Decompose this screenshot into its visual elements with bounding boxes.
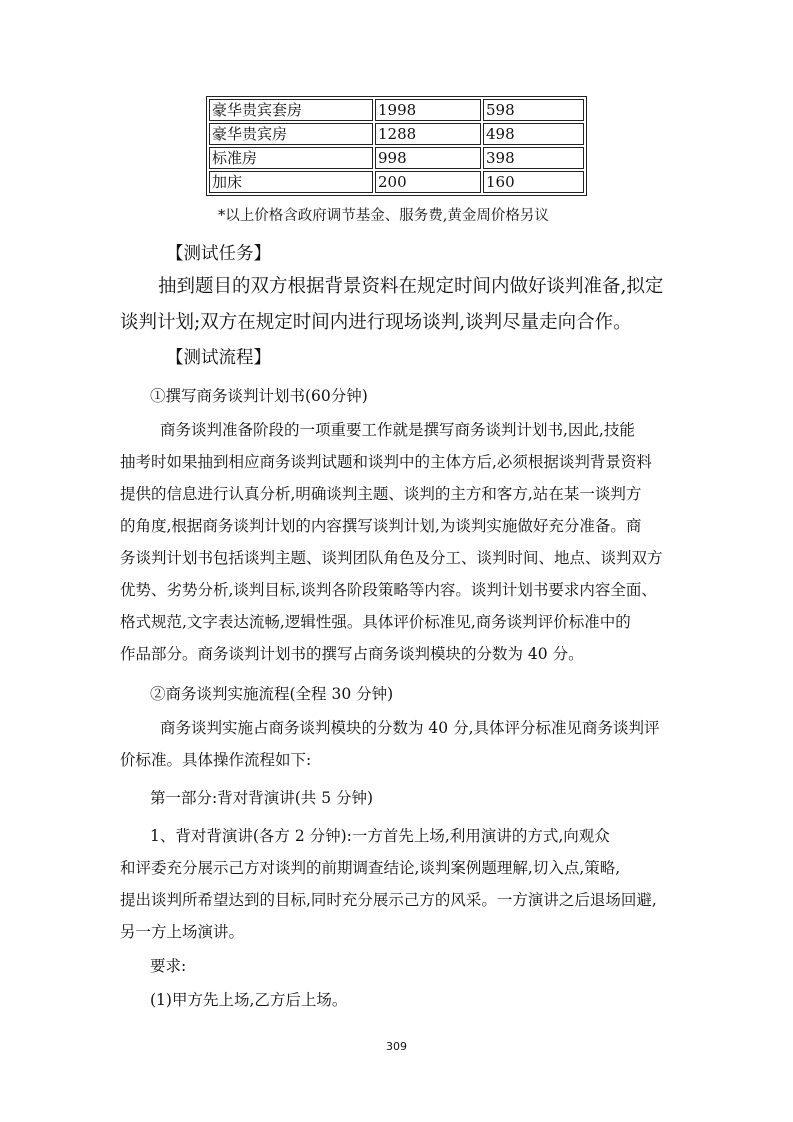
task-line-2: 谈判计划;双方在规定时间内进行现场谈判,谈判尽量走向合作。 bbox=[120, 312, 632, 333]
table-cell: 豪华贵宾套房 bbox=[209, 99, 373, 121]
body-line: 要求: bbox=[150, 957, 187, 975]
body-line: 商务谈判实施占商务谈判模块的分数为 40 分,具体评分标准见商务谈判评 bbox=[160, 719, 660, 737]
body-line: ②商务谈判实施流程(全程 30 分钟) bbox=[150, 685, 394, 703]
body-line: 价标准。具体操作流程如下: bbox=[120, 751, 312, 769]
table-cell: 1288 bbox=[375, 123, 481, 145]
table-cell: 498 bbox=[483, 123, 584, 145]
table-row bbox=[209, 147, 584, 169]
table-row bbox=[209, 99, 584, 121]
table-cell: 398 bbox=[483, 147, 584, 169]
table-row bbox=[209, 123, 584, 145]
body-line: 务谈判计划书包括谈判主题、谈判团队角色及分工、谈判时间、地点、谈判双方 bbox=[120, 549, 663, 567]
body-line: 提出谈判所希望达到的目标,同时充分展示己方的风采。一方演讲之后退场回避, bbox=[120, 891, 657, 909]
price-table-body bbox=[209, 99, 584, 193]
body-line: 优势、劣势分析,谈判目标,谈判各阶段策略等内容。谈判计划书要求内容全面、 bbox=[120, 581, 657, 599]
body-line: 作品部分。商务谈判计划书的撰写占商务谈判模块的分数为 40 分。 bbox=[120, 645, 584, 663]
body-line: 商务谈判准备阶段的一项重要工作就是撰写商务谈判计划书,因此,技能 bbox=[160, 421, 635, 439]
body-line: ①撰写商务谈判计划书(60分钟) bbox=[150, 387, 368, 405]
body-line: (1)甲方先上场,乙方后上场。 bbox=[150, 991, 348, 1009]
body-line: 提供的信息进行认真分析,明确谈判主题、谈判的主方和客方,站在某一谈判方 bbox=[120, 485, 642, 503]
table-row bbox=[209, 171, 584, 193]
body-line: 抽考时如果抽到相应商务谈判试题和谈判中的主体方后,必须根据谈判背景资料 bbox=[120, 453, 652, 471]
page-number: 309 bbox=[386, 1040, 407, 1053]
body-line: 格式规范,文字表达流畅,逻辑性强。具体评价标准见,商务谈判评价标准中的 bbox=[120, 613, 631, 631]
body-line: 另一方上场演讲。 bbox=[120, 923, 245, 941]
body-line: 和评委充分展示己方对谈判的前期调查结论,谈判案例题理解,切入点,策略, bbox=[120, 859, 621, 877]
table-cell: 598 bbox=[483, 99, 584, 121]
body-line: 第一部分:背对背演讲(共 5 分钟) bbox=[150, 789, 374, 807]
table-cell: 200 bbox=[375, 171, 481, 193]
body-line: 的角度,根据商务谈判计划的内容撰写谈判计划,为谈判实施做好充分准备。商 bbox=[120, 517, 642, 535]
process-heading: 【测试流程】 bbox=[166, 348, 271, 368]
price-note: *以上价格含政府调节基金、服务费,黄金周价格另议 bbox=[218, 208, 549, 224]
table-cell: 标准房 bbox=[209, 147, 373, 169]
table-cell: 160 bbox=[483, 171, 584, 193]
task-heading: 【测试任务】 bbox=[166, 244, 271, 264]
table-cell: 998 bbox=[375, 147, 481, 169]
table-cell: 加床 bbox=[209, 171, 373, 193]
price-table bbox=[206, 96, 587, 196]
body-line: 1、背对背演讲(各方 2 分钟):一方首先上场,利用演讲的方式,向观众 bbox=[150, 827, 610, 845]
table-cell: 豪华贵宾房 bbox=[209, 123, 373, 145]
table-cell: 1998 bbox=[375, 99, 481, 121]
task-line-1: 抽到题目的双方根据背景资料在规定时间内做好谈判准备,拟定 bbox=[158, 276, 664, 297]
